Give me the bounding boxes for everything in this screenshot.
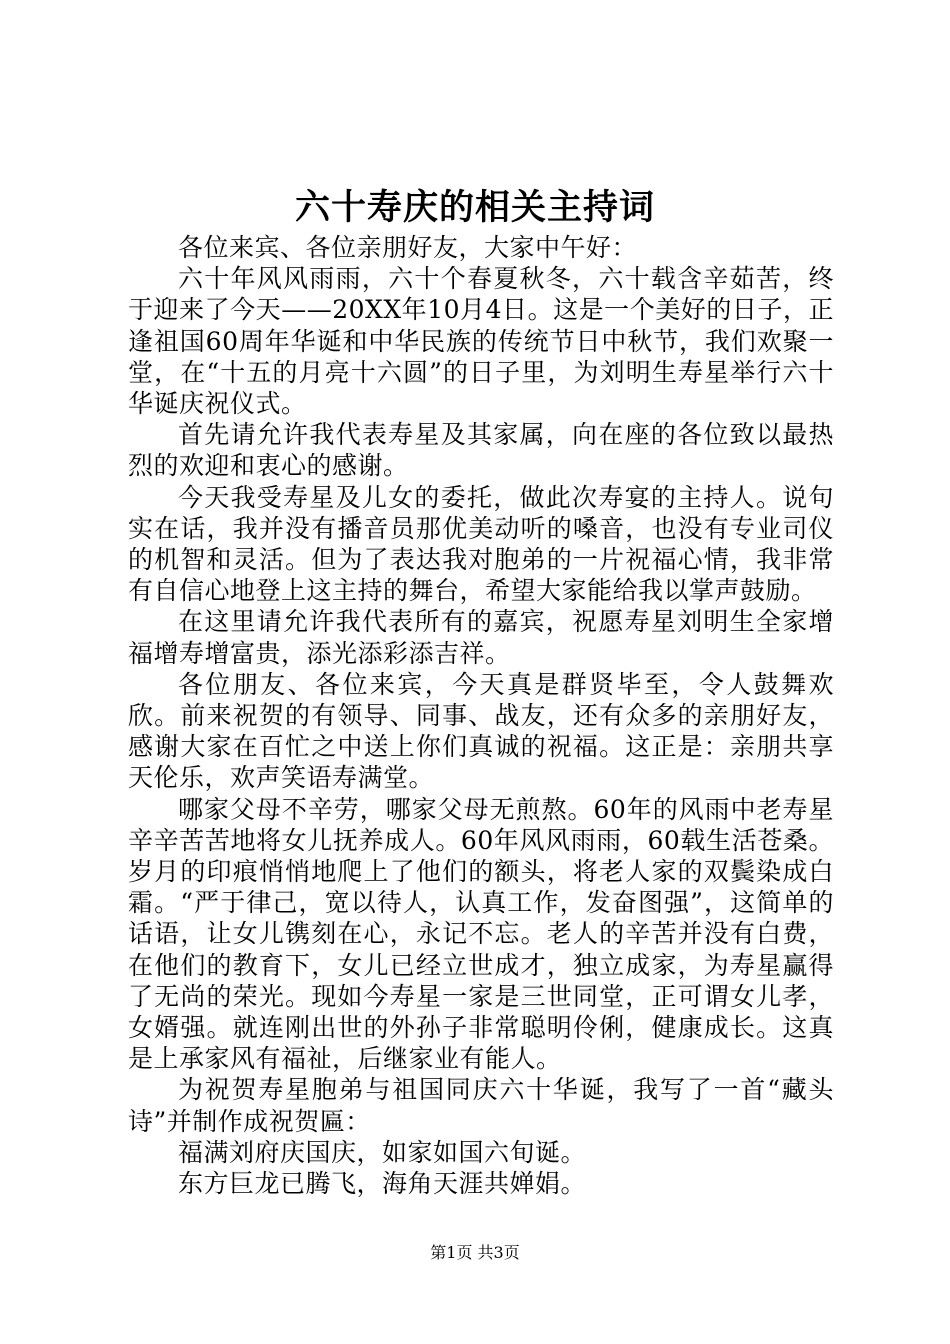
paragraph-opening: 六十年风风雨雨，六十个春夏秋冬，六十载含辛茹苦，终于迎来了今天——20XX年10月4日。这是一个美好的日子，正逢祖国60周年华诞和中华民族的传统节日中秋节，我们欢聚一堂，在“十五的月亮十六圆”的日子里，为刘明生寿星举行六十华诞庆祝仪式。 [128,264,834,419]
document-body [128,232,834,1199]
paragraph-host-intro: 今天我受寿星及儿女的委托，做此次寿宴的主持人。说句实在话，我并没有播音员那优美动听的嗓音，也没有专业司仪的机智和灵活。但为了表达我对胞弟的一片祝福心情，我非常有自信心地登上这主持的舞台，希望大家能给我以掌声鼓励。 [128,482,834,606]
paragraph-blessing: 在这里请允许我代表所有的嘉宾，祝愿寿星刘明生全家增福增寿增富贵，添光添彩添吉祥。 [128,607,834,668]
page-footer: 第1页 共3页 [430,1243,520,1262]
document-title: 六十寿庆的相关主持词 [294,187,655,228]
paragraph-greeting: 各位来宾、各位亲朋好友，大家中午好： [178,233,638,262]
paragraph-welcome: 首先请允许我代表寿星及其家属，向在座的各位致以最热烈的欢迎和衷心的感谢。 [128,420,834,481]
paragraph-poem-intro: 为祝贺寿星胞弟与祖国同庆六十华诞，我写了一首“藏头诗”并制作成祝贺匾： [128,1075,834,1136]
paragraph-parents: 哪家父母不辛劳，哪家父母无煎熬。60年的风雨中老寿星辛辛苦苦地将女儿抚养成人。60年风风雨雨，60载生活苍桑。岁月的印痕悄悄地爬上了他们的额头，将老人家的双鬓染成白霜。“严于律己，宽以待人，认真工作，发奋图强”，这简单的话语，让女儿镌刻在心，永记不忘。老人的辛苦并没有白费，在他们的教育下，女儿已经立世成才，独立成家，为寿星赢得了无尚的荣光。现如今寿星一家是三世同堂，正可谓女儿孝，女婿强。就连刚出世的外孙子非常聪明伶俐，健康成长。这真是上承家风有福祉，后继家业有能人。 [128,794,834,1074]
poem-line-2: 东方巨龙已腾飞，海角天涯共婵娟。 [178,1169,587,1199]
paragraph-guests: 各位朋友、各位来宾，今天真是群贤毕至，令人鼓舞欢欣。前来祝贺的有领导、同事、战友，还有众多的亲朋好友，感谢大家在百忙之中送上你们真诚的祝福。这正是：亲朋共享天伦乐，欢声笑语寿满堂。 [128,669,834,793]
poem-line-1: 福满刘府庆国庆，如家如国六旬诞。 [178,1137,587,1167]
